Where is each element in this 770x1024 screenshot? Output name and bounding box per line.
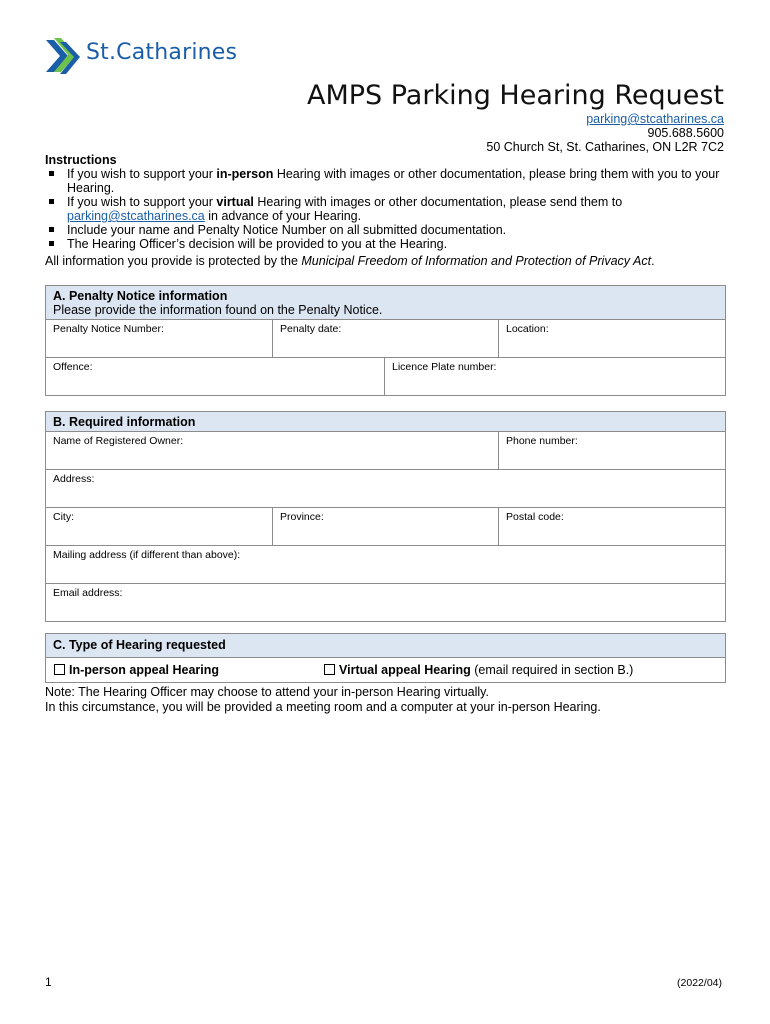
contact-address: 50 Church St, St. Catharines, ON L2R 7C2: [486, 140, 724, 154]
instruction-item: If you wish to support your virtual Hearing with images or other documentation, please send them to parking@stcatharines.ca in advance of your Hearing.: [45, 195, 735, 223]
in-person-option[interactable]: [54, 663, 324, 677]
contact-email-link[interactable]: parking@stcatharines.ca: [586, 112, 724, 126]
revision-date: (2022/04): [677, 977, 722, 989]
instruction-email-link[interactable]: parking@stcatharines.ca: [67, 209, 205, 223]
page-number: 1: [45, 975, 52, 989]
virtual-checkbox[interactable]: [324, 664, 335, 675]
virtual-label: Virtual appeal Hearing: [339, 663, 471, 677]
location-field[interactable]: Location:: [506, 323, 549, 335]
hearing-note: Note: The Hearing Officer may choose to attend your in-person Hearing virtually. In this circumstance, you will be provided a meeting room and a computer at your in-person Hearing.: [45, 685, 601, 714]
in-person-checkbox[interactable]: [54, 664, 65, 675]
section-b-header: [46, 412, 725, 432]
section-b-title: B. Required information: [53, 415, 196, 429]
section-penalty-notice: [45, 285, 726, 396]
privacy-statement: All information you provide is protected by the Municipal Freedom of Information and Protection of Privacy Act.: [45, 254, 655, 268]
address-field[interactable]: Address:: [53, 473, 95, 485]
section-a-title: A. Penalty Notice information: [53, 289, 228, 303]
city-field[interactable]: City:: [46, 508, 273, 545]
province-field[interactable]: Province:: [273, 508, 499, 545]
virtual-note: (email required in section B.): [470, 663, 634, 677]
section-required-info: [45, 411, 726, 622]
offence-field[interactable]: Offence:: [46, 358, 385, 395]
mailing-address-field[interactable]: Mailing address (if different than above):: [53, 549, 241, 561]
owner-name-field[interactable]: Name of Registered Owner:: [46, 432, 499, 469]
penalty-notice-number-field[interactable]: Penalty Notice Number:: [46, 320, 273, 357]
in-person-label: In-person appeal Hearing: [69, 663, 220, 677]
contact-phone: 905.688.5600: [647, 126, 724, 140]
instructions-block: [45, 153, 735, 251]
instruction-item: Include your name and Penalty Notice Number on all submitted documentation.: [45, 223, 735, 237]
instruction-item: The Hearing Officer’s decision will be provided to you at the Hearing.: [45, 237, 735, 251]
city-logo-text: St.Catharines: [86, 40, 238, 65]
city-logo-mark-icon: [44, 36, 86, 78]
email-address-field[interactable]: Email address:: [53, 587, 123, 599]
instruction-item: If you wish to support your in-person Hearing with images or other documentation, please bring them with you to your Hearing.: [45, 167, 735, 195]
section-a-header: [46, 286, 725, 320]
contact-block: [486, 112, 724, 154]
section-c-title: C. Type of Hearing requested: [53, 638, 226, 652]
section-a-subtitle: Please provide the information found on the Penalty Notice.: [53, 303, 383, 317]
postal-code-field[interactable]: Postal code:: [506, 511, 564, 523]
form-title: AMPS Parking Hearing Request: [306, 80, 724, 111]
instructions-heading: Instructions: [45, 153, 117, 167]
section-hearing-type: [45, 633, 726, 683]
phone-number-field[interactable]: Phone number:: [506, 435, 578, 447]
virtual-option[interactable]: [324, 663, 633, 677]
licence-plate-field[interactable]: Licence Plate number:: [392, 361, 497, 373]
penalty-date-field[interactable]: Penalty date:: [273, 320, 499, 357]
instructions-list: [45, 167, 735, 251]
hearing-type-options: [46, 658, 725, 682]
section-c-header: [46, 634, 725, 658]
